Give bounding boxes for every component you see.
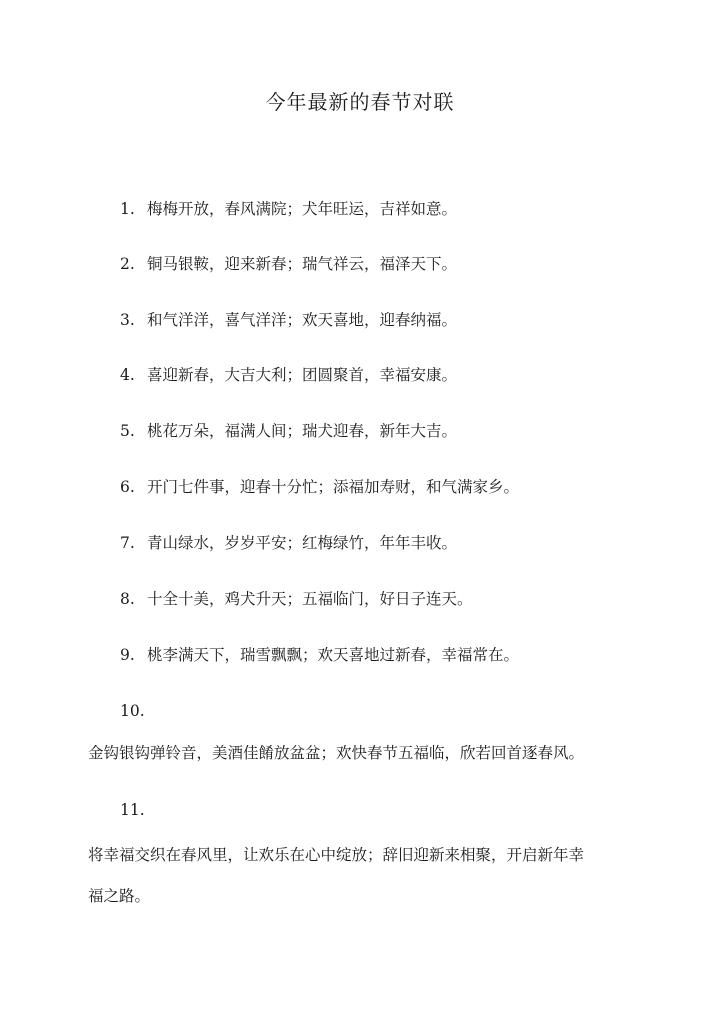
item-text: 喜迎新春，大吉大利；团圆聚首，幸福安康。 xyxy=(147,366,458,384)
item-text: 青山绿水，岁岁平安；红梅绿竹，年年丰收。 xyxy=(147,534,458,552)
item-text: 和气洋洋，喜气洋洋；欢天喜地，迎春纳福。 xyxy=(147,311,458,329)
item-text: 桃花万朵，福满人间；瑞犬迎春，新年大吉。 xyxy=(147,422,458,440)
list-item xyxy=(120,254,457,274)
list-item xyxy=(120,645,519,665)
item-text: 开门七件事，迎春十分忙；添福加寿财，和气满家乡。 xyxy=(147,478,520,496)
list-item xyxy=(120,533,457,553)
item-text: 梅梅开放，春风满院；犬年旺运，吉祥如意。 xyxy=(147,200,458,218)
item-number: 10. xyxy=(120,702,145,720)
item-text: 金钩银钩弹铃音，美酒佳餚放盆盆；欢快春节五福临，欣若回首逐春风。 xyxy=(88,744,585,762)
item-text: 福之路。 xyxy=(88,887,151,905)
list-item xyxy=(120,477,519,497)
item-number: 5. xyxy=(120,422,135,440)
item-text: 桃李满天下，瑞雪飘飘；欢天喜地过新春，幸福常在。 xyxy=(147,646,520,664)
item-number: 4. xyxy=(120,366,135,384)
item-number: 9. xyxy=(120,646,135,664)
list-item xyxy=(120,421,457,441)
item-text: 铜马银鞍，迎来新春；瑞气祥云，福泽天下。 xyxy=(147,255,458,273)
item-number: 3. xyxy=(120,311,135,329)
list-item xyxy=(120,589,473,609)
page-title: 今年最新的春节对联 xyxy=(265,90,455,114)
list-item xyxy=(120,365,457,385)
item-text: 将幸福交织在春风里，让欢乐在心中绽放；辞旧迎新来相聚，开启新年幸 xyxy=(88,846,585,864)
item-number: 11. xyxy=(120,801,145,819)
list-item xyxy=(120,310,457,330)
item-number: 1. xyxy=(120,200,135,218)
item-number: 6. xyxy=(120,478,135,496)
item-number: 8. xyxy=(120,590,135,608)
item-text: 十全十美，鸡犬升天；五福临门，好日子连天。 xyxy=(147,590,473,608)
list-item xyxy=(120,199,457,219)
item-number: 2. xyxy=(120,255,135,273)
item-number: 7. xyxy=(120,534,135,552)
